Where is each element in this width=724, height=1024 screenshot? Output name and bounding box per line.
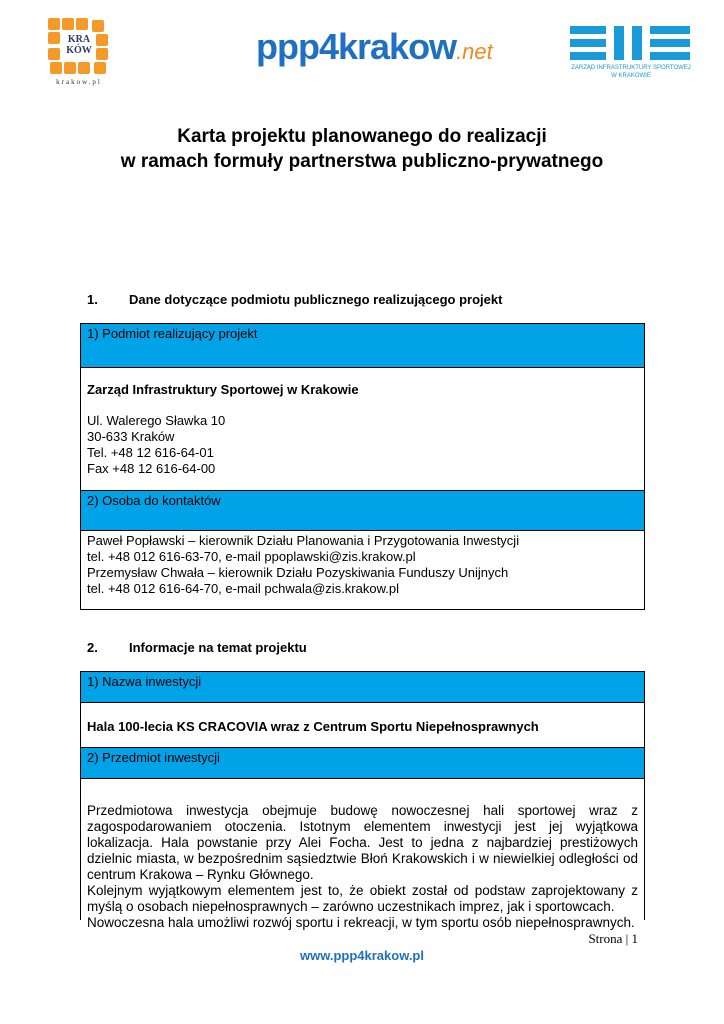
investment-name-header: 1) Nazwa inwestycji <box>87 674 202 689</box>
fax-line: Fax +48 12 616-64-00 <box>87 461 216 476</box>
section-2-title: Informacje na temat projektu <box>129 640 307 655</box>
contact-header: 2) Osoba do kontaktów <box>87 493 221 508</box>
title-line-1: Karta projektu planowanego do realizacji <box>177 126 547 147</box>
table-row-header <box>81 324 644 368</box>
description-paragraph: Nowoczesna hala umożliwi rozwój sportu i rekreacji, w tym sportu osób niepełnosprawnych. <box>87 915 635 930</box>
subject-header: 1) Podmiot realizujący projekt <box>87 326 258 341</box>
table-row-header <box>81 747 644 779</box>
table-row-header <box>81 672 644 703</box>
krakow-logo <box>48 18 110 90</box>
contact-line: Paweł Popławski – kierownik Działu Planowania i Przygotowania Inwestycji <box>87 533 520 548</box>
table-row <box>81 779 644 931</box>
title-line-2: w ramach formuły partnerstwa publiczno-prywatnego <box>120 151 604 172</box>
table-row-header <box>81 490 644 531</box>
section-1-title: Dane dotyczące podmiotu publicznego realizującego projekt <box>129 292 503 307</box>
zis-logo <box>566 26 696 86</box>
zis-logo-caption: ZARZĄD INFRASTRUKTURY SPORTOWEJ W KRAKOWIE <box>571 65 691 79</box>
investment-subject-header: 2) Przedmiot inwestycji <box>87 750 220 765</box>
contact-line: tel. +48 012 616-63-70, e-mail ppoplawski@zis.krakow.pl <box>87 549 416 564</box>
footer-url-link[interactable]: www.ppp4krakow.pl <box>299 948 424 963</box>
table-row <box>81 703 644 747</box>
section-1-table <box>80 323 645 610</box>
org-name: Zarząd Infrastruktury Sportowej w Krakowie <box>87 382 359 397</box>
krakow-logo-url: krakow.pl <box>56 78 102 86</box>
ppp4krakow-logo-main: ppp4krakow <box>256 26 457 67</box>
address-line: Ul. Walerego Sławka 10 <box>87 413 226 428</box>
document-title <box>60 124 664 174</box>
section-2-number: 2. <box>87 640 98 655</box>
table-row <box>81 368 644 490</box>
zis-logo-mark <box>570 26 690 60</box>
table-row <box>81 531 644 597</box>
ppp4krakow-logo <box>256 26 493 76</box>
section-2-table <box>80 671 645 930</box>
description-paragraph: Przedmiotowa inwestycja obejmuje budowę nowoczesnej hali sportowej wraz z zagospodarowaniem otoczenia. Istotnym elementem inwestycji jest jej wyjątkowa lokalizacja. Hala powstanie przy Alei Focha. Jest to jedna z najbardziej prestiżowych dzielnic miasta, w bezpośrednim sąsiedztwie Błoń Krakowskich i w niewielkiej odległości od centrum Krakowa – Rynku Głównego. <box>87 803 638 882</box>
section-2-heading <box>87 640 307 655</box>
contact-line: Przemysław Chwała – kierownik Działu Pozyskiwania Funduszy Unijnych <box>87 565 509 580</box>
description-paragraph: Kolejnym wyjątkowym elementem jest to, że obiekt został od podstaw zaprojektowany z myślą o osobach niepełnosprawnych – zarówno uczestnikach imprez, jak i sportowcach. <box>87 883 638 914</box>
contact-line: tel. +48 012 616-64-70, e-mail pchwala@zis.krakow.pl <box>87 581 399 596</box>
address-line: 30-633 Kraków <box>87 429 175 444</box>
phone-line: Tel. +48 12 616-64-01 <box>87 445 214 460</box>
section-1-number: 1. <box>87 292 98 307</box>
krakow-logo-text: KRA KÓW <box>66 34 92 56</box>
investment-name: Hala 100-lecia KS CRACOVIA wraz z Centrum Sportu Niepełnosprawnych <box>87 719 539 734</box>
section-1-heading <box>87 292 502 307</box>
ppp4krakow-logo-net: .net <box>456 39 493 64</box>
page-number: Strona | 1 <box>588 931 638 946</box>
